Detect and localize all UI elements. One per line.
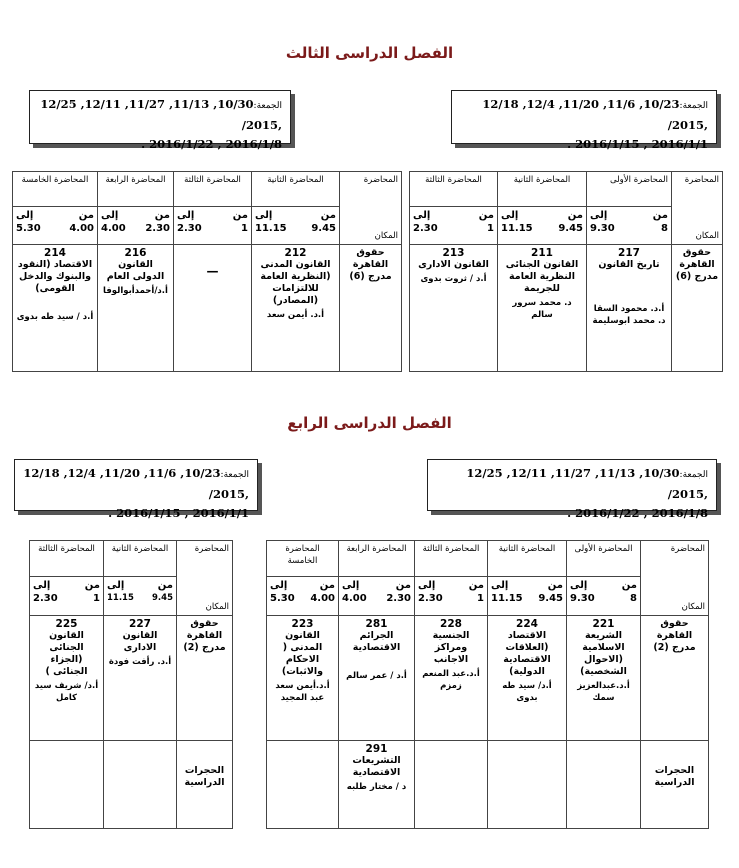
time-from: 9.45 — [311, 222, 336, 234]
time-cell — [13, 206, 98, 244]
time-cell — [498, 206, 587, 244]
date-line1: 10/23, 11/6, 11/20, 12/4, 12/18 ,2015/ — [482, 97, 708, 132]
course-code: 225 — [55, 618, 78, 630]
header-lecture-2: المحاضرة الثانية — [104, 541, 177, 577]
time-cell — [415, 577, 488, 616]
course-code: 227 — [129, 618, 151, 630]
time-to: 9.30 — [570, 593, 595, 605]
course-name: تاريخ القانون — [598, 259, 660, 270]
course-code: 223 — [291, 618, 314, 630]
time-cell — [252, 206, 340, 244]
to-label: إلى — [255, 209, 273, 221]
time-cell — [587, 206, 672, 244]
lecture-header: المحاضرة — [684, 175, 719, 185]
date-label: الجمعة: — [679, 470, 708, 480]
from-label: من — [232, 209, 248, 221]
header-lecture-2: المحاضرة الثانية — [252, 172, 340, 207]
time-cell — [30, 577, 104, 616]
time-from: 9.45 — [152, 593, 173, 604]
time-cell — [267, 577, 339, 616]
empty-slot-dash: — — [206, 264, 219, 278]
place-cell — [177, 616, 233, 741]
time-to: 5.30 — [270, 593, 295, 605]
course-professor: أ.د. أيمن سعد — [266, 310, 325, 320]
course-cell — [488, 616, 567, 741]
date-line1: 10/23, 11/6, 11/20, 12/4, 12/18 ,2015/ — [23, 466, 249, 501]
lecture-place-header — [340, 172, 402, 245]
to-label: إلى — [413, 209, 431, 221]
course-cell — [98, 245, 174, 372]
from-label: من — [395, 580, 411, 592]
date-line2: 2016/1/1 , 2016/1/15 . — [108, 506, 249, 520]
course-name: القانون الدولى العام — [106, 259, 165, 282]
place-cell — [641, 616, 709, 741]
header-lecture-1: المحاضرة الأولى — [567, 541, 641, 577]
header-lecture-3: المحاضرة الثالثة — [30, 541, 104, 577]
to-label: إلى — [418, 580, 436, 592]
header-lecture-2: المحاضرة الثانية — [498, 172, 587, 207]
course-cell — [30, 616, 104, 741]
time-to: 4.00 — [342, 593, 367, 605]
from-label: من — [319, 580, 335, 592]
lecture-place-header — [672, 172, 723, 245]
term3-left-schedule-table — [12, 171, 402, 372]
course-name: الجرائم الاقتصادية — [352, 630, 401, 653]
header-lecture-5: المحاضرة الخامسة — [267, 541, 339, 577]
time-cell — [410, 206, 498, 244]
header-lecture-3: المحاضرة الثالثة — [410, 172, 498, 207]
term4-title: الفصل الدراسى الرابع — [287, 414, 452, 432]
from-label: من — [621, 580, 637, 592]
course-name: القانون الجنائى النظرية العامة للجريمة — [505, 259, 579, 294]
time-from: 1 — [477, 593, 484, 605]
term4-left-date-box — [14, 459, 258, 520]
course-code: 228 — [440, 618, 462, 630]
course-code: 281 — [365, 618, 388, 630]
course-cell — [410, 245, 498, 372]
time-from: 2.30 — [386, 593, 411, 605]
to-label: إلى — [177, 209, 195, 221]
course-professor: أ.د/ سيد طه بدوى — [502, 681, 552, 703]
time-to: 11.15 — [255, 222, 287, 234]
time-cell — [488, 577, 567, 616]
empty-cell — [567, 741, 641, 829]
from-label: من — [157, 580, 173, 592]
empty-cell — [415, 741, 488, 829]
time-cell — [174, 206, 252, 244]
header-lecture-3: المحاضرة الثالثة — [415, 541, 488, 577]
course-professor: أ.د.عبد المنعم زمزم — [422, 669, 480, 691]
course-code: 211 — [531, 247, 553, 259]
time-from: 8 — [630, 593, 637, 605]
place-text: حقوق القاهرة مدرج (2) — [183, 618, 226, 653]
course-code: 212 — [284, 247, 307, 259]
lecture-place-header — [177, 541, 233, 616]
course-code: 221 — [592, 618, 615, 630]
time-to: 4.00 — [101, 222, 126, 234]
course-code: 213 — [442, 247, 465, 259]
date-label: الجمعة: — [220, 470, 249, 480]
course-cell — [13, 245, 98, 372]
header-lecture-4: المحاضرة الرابعة — [98, 172, 174, 207]
course-code: 291 — [365, 743, 388, 755]
time-from: 9.45 — [558, 222, 583, 234]
time-to: 2.30 — [177, 222, 202, 234]
course-professor: أ.د / عمر سالم — [346, 671, 407, 681]
date-line2: 2016/1/8 , 2016/1/22 . — [567, 506, 708, 520]
course-name: القانون الادارى — [122, 630, 158, 653]
place-text: حقوق القاهرة مدرج (6) — [349, 247, 392, 282]
empty-cell — [104, 741, 177, 829]
time-to: 2.30 — [413, 222, 438, 234]
term3-right-date-box — [451, 90, 717, 151]
place-header: المكان — [695, 231, 719, 241]
time-from: 1 — [487, 222, 494, 234]
place-text: حقوق القاهرة مدرج (6) — [675, 247, 719, 282]
term3-title: الفصل الدراسى الثالث — [285, 44, 454, 62]
course-professor: د / مختار طلبه — [346, 782, 407, 792]
from-label: من — [567, 209, 583, 221]
course-cell — [339, 741, 415, 829]
header-lecture-3: المحاضرة الثالثة — [174, 172, 252, 207]
time-to: 2.30 — [418, 593, 443, 605]
course-name: الجنسية ومراكز الاجانب — [432, 630, 470, 665]
course-professor: أ.د.عبدالعزيز سمك — [577, 681, 630, 703]
rooms-label-cell — [177, 741, 233, 829]
course-professor: أ.د/أحمدأبوالوفا — [103, 286, 168, 296]
time-cell — [104, 577, 177, 616]
empty-cell — [488, 741, 567, 829]
course-professor: أ.د. رأفت فودة — [108, 657, 172, 667]
term4-right-schedule-table — [266, 540, 709, 829]
course-name: التشريعات الاقتصادية — [352, 755, 401, 778]
to-label: إلى — [270, 580, 288, 592]
course-cell — [174, 245, 252, 372]
empty-cell — [30, 741, 104, 829]
to-label: إلى — [16, 209, 34, 221]
date-label: الجمعة: — [253, 101, 282, 111]
course-professor: أ.د / ثروت بدوى — [420, 274, 487, 284]
place-header: المكان — [374, 231, 398, 241]
date-line1: 10/30, 11/13, 11/27, 12/11, 12/25 ,2015/ — [466, 466, 708, 501]
course-name: الاقتصاد (العلاقات الاقتصادية الدولية) — [503, 630, 551, 677]
time-to: 5.30 — [16, 222, 41, 234]
from-label: من — [154, 209, 170, 221]
course-cell — [587, 245, 672, 372]
lecture-header: المحاضرة — [670, 544, 705, 554]
lecture-place-header — [641, 541, 709, 616]
from-label: من — [468, 580, 484, 592]
date-label: الجمعة: — [679, 101, 708, 111]
course-name: الشريعة الاسلامية (الاحوال الشخصية) — [580, 630, 627, 677]
to-label: إلى — [590, 209, 608, 221]
time-to: 11.15 — [491, 593, 523, 605]
course-cell — [567, 616, 641, 741]
course-code: 224 — [516, 618, 538, 630]
course-cell — [339, 616, 415, 741]
time-from: 4.00 — [69, 222, 94, 234]
place-text: حقوق القاهرة مدرج (2) — [653, 618, 696, 653]
date-line2: 2016/1/8 , 2016/1/22 . — [141, 137, 282, 151]
term4-left-schedule-table — [29, 540, 233, 829]
course-professor: أ.د/ شريف سيد كامل — [34, 681, 99, 703]
header-lecture-1: المحاضرة الأولى — [587, 172, 672, 207]
term4-right-date-box — [427, 459, 717, 520]
time-cell — [567, 577, 641, 616]
time-to: 2.30 — [33, 593, 58, 605]
time-from: 8 — [661, 222, 668, 234]
course-name: القانون المدنى (النظرية العامة للالتزامات (المصادر) — [260, 259, 331, 306]
header-lecture-4: المحاضرة الرابعة — [339, 541, 415, 577]
time-to: 11.15 — [107, 593, 134, 604]
course-cell — [267, 616, 339, 741]
course-name: القانون الجنائى (الجزاء الجنائى ) — [45, 630, 88, 677]
course-code: 217 — [618, 247, 640, 259]
place-header: المكان — [205, 602, 229, 612]
course-code: 216 — [124, 247, 147, 259]
date-line1: 10/30, 11/13, 11/27, 12/11, 12/25 ,2015/ — [40, 97, 282, 132]
header-lecture-5: المحاضرة الخامسة — [13, 172, 98, 207]
time-to: 11.15 — [501, 222, 533, 234]
course-name: القانون المدنى ( الاحكام والاثبات) — [281, 630, 324, 677]
term3-right-schedule-table — [409, 171, 723, 372]
from-label: من — [84, 580, 100, 592]
time-from: 9.45 — [538, 593, 563, 605]
course-cell — [415, 616, 488, 741]
place-cell — [672, 245, 723, 372]
time-cell — [339, 577, 415, 616]
to-label: إلى — [101, 209, 119, 221]
empty-cell — [267, 741, 339, 829]
from-label: من — [547, 580, 563, 592]
time-from: 1 — [93, 593, 100, 605]
time-to: 9.30 — [590, 222, 615, 234]
course-professor: أ.د / سيد طه بدوى — [16, 312, 94, 322]
rooms-label: الحجرات الدراسية — [184, 765, 225, 788]
header-lecture-2: المحاضرة الثانية — [488, 541, 567, 577]
from-label: من — [478, 209, 494, 221]
from-label: من — [78, 209, 94, 221]
from-label: من — [320, 209, 336, 221]
rooms-label-cell — [641, 741, 709, 829]
course-name: القانون الادارى — [418, 259, 489, 270]
time-from: 1 — [241, 222, 248, 234]
course-professor: أ.د.أيمن سعد عبد المجيد — [275, 681, 330, 703]
lecture-header: المحاضرة — [194, 544, 229, 554]
to-label: إلى — [570, 580, 588, 592]
course-professor: أ.د. محمود السقا د. محمد ابوسليمة — [592, 304, 666, 326]
lecture-header: المحاضرة — [363, 175, 398, 185]
rooms-label: الحجرات الدراسية — [654, 765, 695, 788]
to-label: إلى — [33, 580, 51, 592]
to-label: إلى — [107, 580, 125, 592]
from-label: من — [652, 209, 668, 221]
date-line2: 2016/1/1 , 2016/1/15 . — [567, 137, 708, 151]
time-from: 2.30 — [145, 222, 170, 234]
to-label: إلى — [342, 580, 360, 592]
time-from: 4.00 — [310, 593, 335, 605]
course-code: 214 — [44, 247, 66, 259]
term3-left-date-box — [29, 90, 291, 151]
course-professor: د. محمد سرور سالم — [512, 298, 572, 320]
place-cell — [340, 245, 402, 372]
to-label: إلى — [501, 209, 519, 221]
course-cell — [498, 245, 587, 372]
to-label: إلى — [491, 580, 509, 592]
course-name: الاقتصاد (النقود والبنوك والدخل القومى) — [17, 259, 93, 294]
place-header: المكان — [681, 602, 705, 612]
course-cell — [104, 616, 177, 741]
course-cell — [252, 245, 340, 372]
time-cell — [98, 206, 174, 244]
